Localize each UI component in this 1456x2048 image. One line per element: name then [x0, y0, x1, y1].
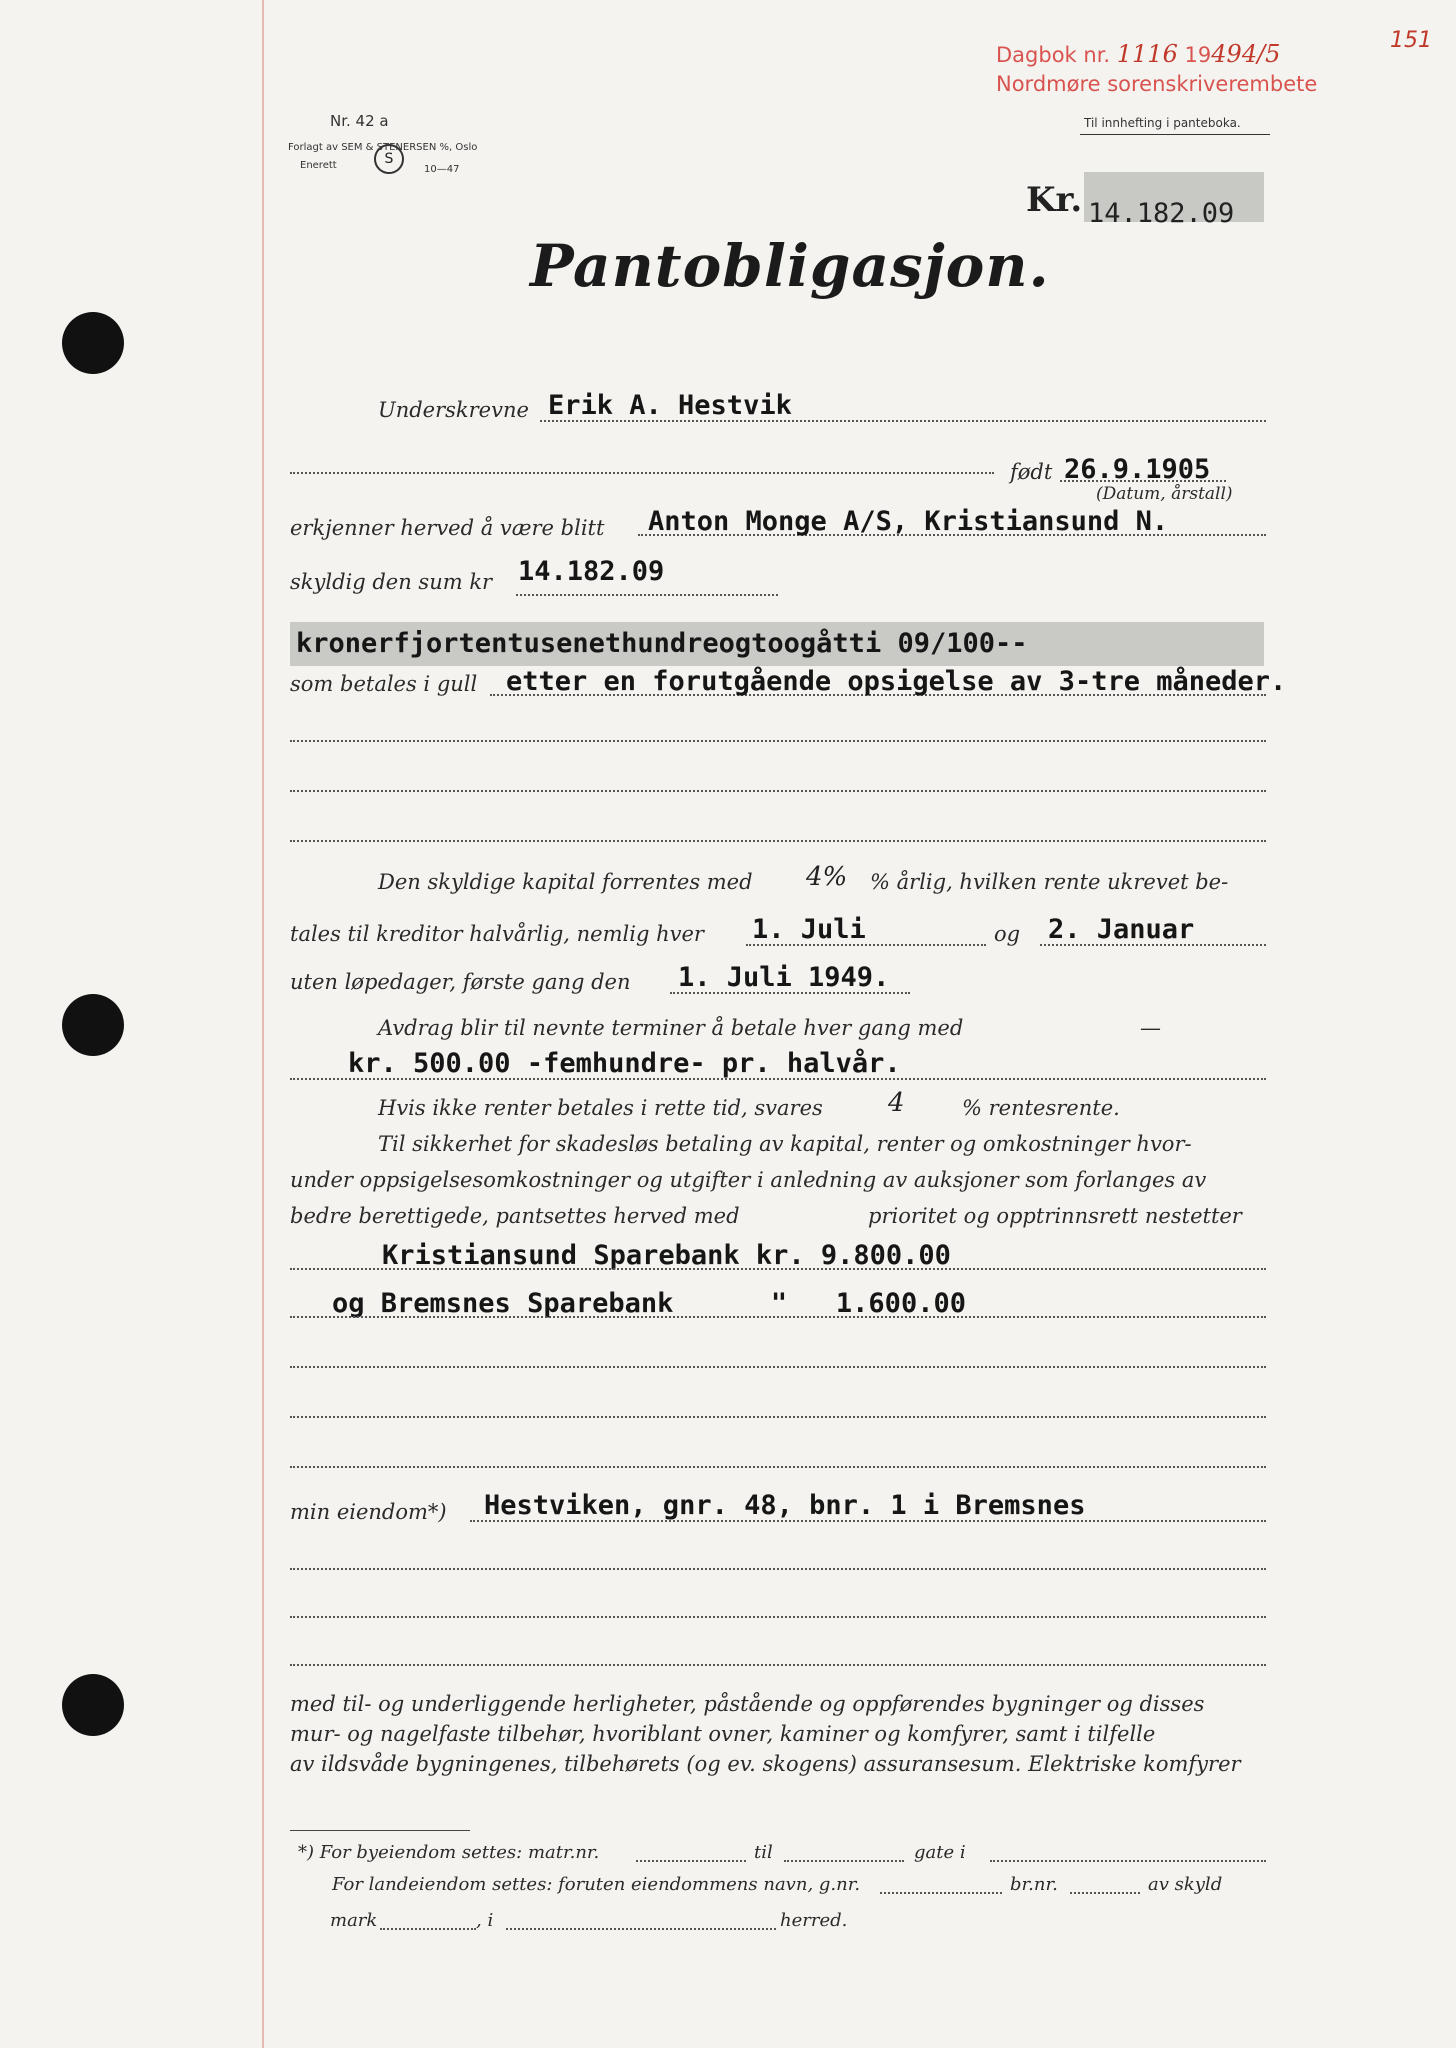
born-line — [1060, 480, 1226, 482]
payment-date-2: 2. Januar — [1048, 914, 1195, 945]
payment-date-2-line — [1040, 944, 1266, 946]
sum-value: 14.182.09 — [518, 556, 665, 587]
blank-line — [290, 740, 1266, 742]
footnote-line-2-b: br.nr. — [1010, 1874, 1058, 1895]
stamp-office: Nordmøre sorenskriverembete — [996, 72, 1318, 96]
publisher-rights: Enerett — [300, 160, 337, 171]
gold-label: som betales i gull — [290, 672, 478, 696]
amount-in-words: kronerfjortentusenethundreogtoogåtti 09/100-- — [296, 628, 1028, 659]
footnote-dots — [506, 1928, 776, 1930]
prior-lien-1: Kristiansund Sparebank kr. 9.800.00 — [382, 1240, 951, 1271]
footnote-line-1-b: til — [754, 1842, 773, 1863]
payment-date-1-line — [746, 944, 986, 946]
registry-stamp — [996, 40, 1280, 68]
blank-line — [290, 1568, 1266, 1570]
prior-lien-line — [290, 1268, 1266, 1270]
installment-value: kr. 500.00 -femhundre- pr. halvår. — [348, 1048, 901, 1079]
footnote-line-3-a: mark — [330, 1910, 378, 1931]
interest-rate: 4% — [806, 862, 848, 892]
security-line-3-a: bedre berettigede, pantsettes herved med — [290, 1204, 740, 1228]
publisher-logo: S — [374, 144, 404, 174]
prior-lien-line — [290, 1316, 1266, 1318]
penalty-line-a: Hvis ikke renter betales i rette tid, svares — [378, 1096, 823, 1120]
prior-lien-2: og Bremsnes Sparebank " 1.600.00 — [332, 1288, 966, 1319]
undersigned-label: Underskrevne — [378, 398, 529, 422]
stamp-year-prefix: 19 — [1184, 43, 1212, 67]
publisher-code: 10—47 — [424, 164, 460, 175]
stamp-instruction: Til innhefting i panteboka. — [1084, 116, 1241, 130]
blank-line — [290, 1466, 1266, 1468]
footnote-dots — [1070, 1892, 1140, 1894]
first-date-line — [670, 992, 910, 994]
blank-line — [290, 1616, 1266, 1618]
stamp-dagbok-number: 1116 — [1116, 40, 1178, 68]
page-number-hand: 151 — [1390, 28, 1432, 53]
gold-value: etter en forutgående opsigelse av 3-tre måneder. — [506, 666, 1287, 697]
closing-line-2: mur- og nagelfaste tilbehør, hvoriblant ovner, kaminer og komfyrer, samt i tilfelle — [290, 1722, 1156, 1746]
punch-hole — [62, 1674, 124, 1736]
interest-og: og — [994, 922, 1021, 946]
footnote-dots — [990, 1860, 1266, 1862]
publisher-line: Forlagt av SEM & STENERSEN %, Oslo — [288, 142, 478, 153]
property-line — [470, 1520, 1266, 1522]
margin-line — [262, 0, 264, 2048]
punch-hole — [62, 312, 124, 374]
security-line-1: Til sikkerhet for skadesløs betaling av kapital, renter og omkostninger hvor- — [378, 1132, 1192, 1156]
document-title: Pantobligasjon. — [530, 232, 1050, 300]
amount-label: Kr. — [1026, 180, 1083, 220]
footnote-dots — [784, 1860, 904, 1862]
installment-label: Avdrag blir til nevnte terminer å betale hver gang med — [378, 1016, 964, 1040]
stamp-underline — [1080, 134, 1270, 135]
stamp-date: 4/5 — [1241, 40, 1281, 68]
penalty-rate: 4 — [888, 1088, 905, 1118]
blank-line — [290, 790, 1266, 792]
footnote-line-1-c: gate i — [914, 1842, 966, 1863]
blank-line — [290, 840, 1266, 842]
penalty-line-b: % rentesrente. — [962, 1096, 1120, 1120]
footnote-dots — [636, 1860, 746, 1862]
stamp-dagbok-label: Dagbok nr. — [996, 43, 1111, 67]
property-label: min eiendom*) — [290, 1500, 447, 1524]
property-value: Hestviken, gnr. 48, bnr. 1 i Bremsnes — [484, 1490, 1086, 1521]
form-number: Nr. 42 a — [330, 112, 389, 130]
born-label: født — [1010, 460, 1053, 484]
stamp-year-suffix: 49 — [1211, 40, 1242, 68]
payment-date-1: 1. Juli — [752, 914, 866, 945]
blank-line — [290, 1664, 1266, 1666]
interest-line1-b: % årlig, hvilken rente ukrevet be- — [870, 870, 1229, 894]
closing-line-3: av ildsvåde bygningenes, tilbehørets (og ev. skogens) assuransesum. Elektriske komfyrer — [290, 1752, 1241, 1776]
interest-line1-a: Den skyldige kapital forrentes med — [378, 870, 753, 894]
sum-line — [516, 594, 778, 596]
owes-label: erkjenner herved å være blitt — [290, 516, 605, 540]
sum-label: skyldig den sum kr — [290, 570, 493, 594]
installment-dash: — — [1140, 1016, 1161, 1040]
footnote-dots — [880, 1892, 1002, 1894]
footnote-rule — [290, 1830, 470, 1831]
blank-line — [290, 1416, 1266, 1418]
footnote-line-3-c: herred. — [780, 1910, 848, 1931]
installment-line — [290, 1078, 1266, 1080]
amount-value: 14.182.09 — [1088, 198, 1235, 229]
closing-line-1: med til- og underliggende herligheter, påstående og oppførendes bygninger og disses — [290, 1692, 1205, 1716]
punch-hole — [62, 994, 124, 1056]
security-line-2: under oppsigelsesomkostninger og utgifter i anledning av auksjoner som forlanges av — [290, 1168, 1207, 1192]
security-line-3-b: prioritet og opptrinnsrett nestetter — [868, 1204, 1242, 1228]
creditor-value: Anton Monge A/S, Kristiansund N. — [648, 506, 1169, 537]
blank-line — [290, 1366, 1266, 1368]
footnote-dots — [380, 1928, 476, 1930]
interest-line2-a: tales til kreditor halvårlig, nemlig hver — [290, 922, 704, 946]
footnote-line-2-a: For landeiendom settes: foruten eiendommens navn, g.nr. — [332, 1874, 861, 1895]
interest-line3-a: uten løpedager, første gang den — [290, 970, 631, 994]
blank-line — [290, 472, 994, 474]
footnote-line-2-c: av skyld — [1148, 1874, 1223, 1895]
undersigned-value: Erik A. Hestvik — [548, 390, 792, 421]
born-value: 26.9.1905 — [1064, 454, 1211, 485]
born-hint: (Datum, årstall) — [1096, 484, 1233, 504]
first-payment-date: 1. Juli 1949. — [678, 962, 890, 993]
footnote-line-1-a: *) For byeiendom settes: matr.nr. — [298, 1842, 600, 1863]
footnote-line-3-b: , i — [476, 1910, 494, 1931]
